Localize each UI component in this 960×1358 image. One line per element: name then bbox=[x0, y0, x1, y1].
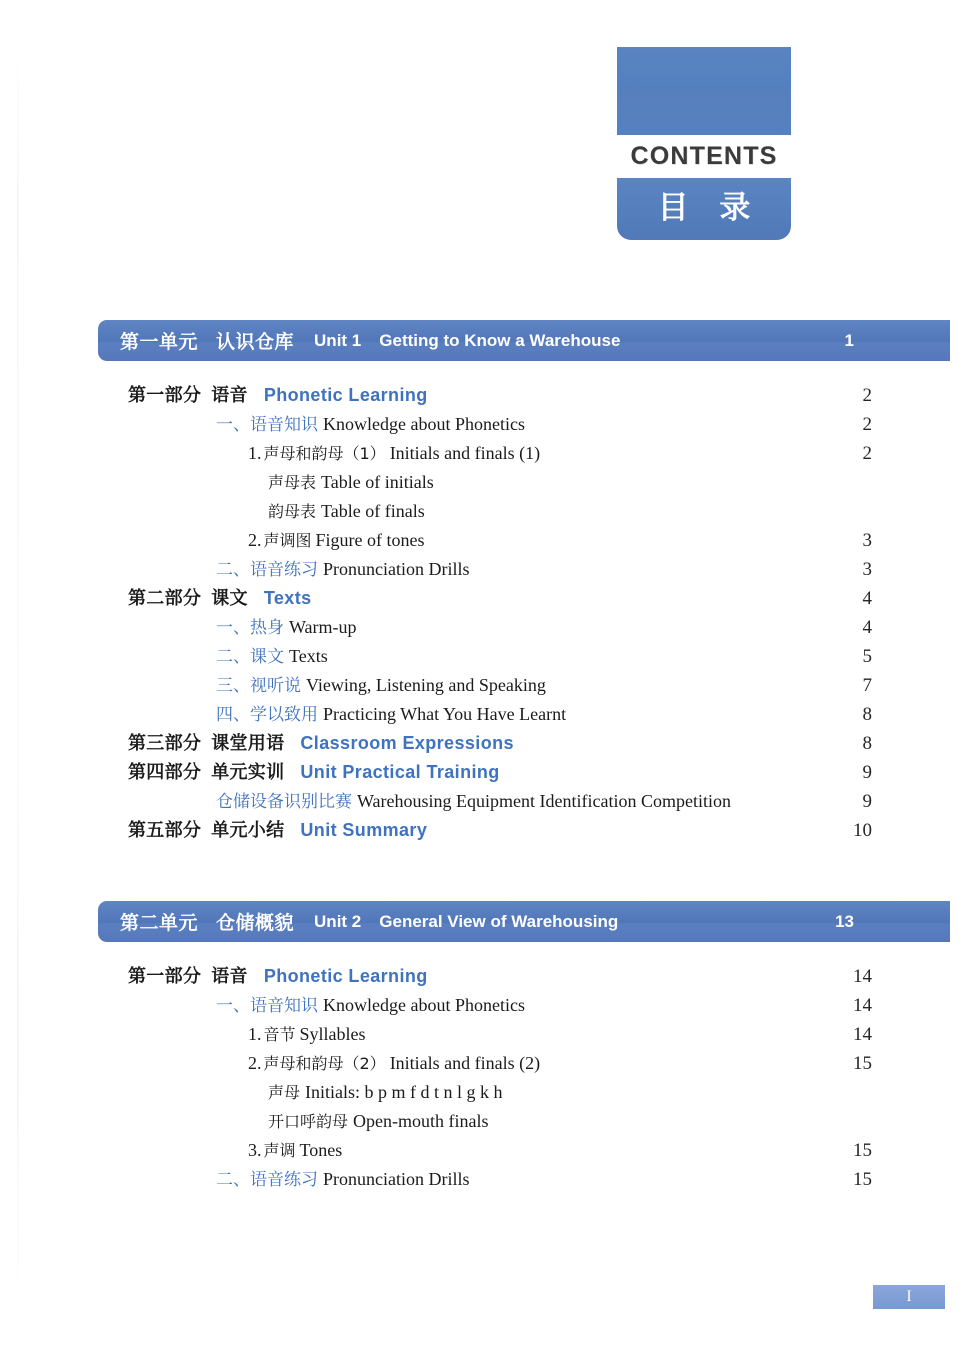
entry-page-number: 2 bbox=[862, 443, 872, 464]
entry-part-label: 第三部分 bbox=[128, 733, 202, 754]
toc-entry-level-1[interactable] bbox=[0, 584, 960, 613]
entry-en-title: Table of finals bbox=[321, 501, 425, 521]
entry-page-number: 15 bbox=[853, 1140, 872, 1161]
entry-part-label: 第四部分 bbox=[128, 762, 202, 783]
entry-cn-title: 二、课文 bbox=[216, 647, 284, 667]
contents-header bbox=[617, 47, 791, 240]
entry-en-title: Unit Summary bbox=[300, 820, 428, 840]
toc-entry-level-1[interactable] bbox=[0, 962, 960, 991]
entry-part-label: 第一部分 bbox=[128, 966, 202, 987]
entry-cn-title: 音节 bbox=[263, 1025, 296, 1044]
entry-cn-title: 声母 bbox=[268, 1083, 301, 1102]
entry-cn-title: 声母和韵母（2） bbox=[263, 1054, 386, 1073]
toc-entry-level-2[interactable] bbox=[0, 991, 960, 1020]
entry-cn-title: 一、热身 bbox=[216, 618, 284, 638]
unit-en-title: Getting to Know a Warehouse bbox=[379, 330, 621, 350]
entry-cn-title: 课堂用语 bbox=[211, 733, 285, 754]
toc-entry-level-4[interactable] bbox=[0, 1107, 960, 1136]
unit-page-number: 13 bbox=[835, 912, 854, 931]
entry-page-number: 15 bbox=[853, 1053, 872, 1074]
entry-cn-title: 声母表 bbox=[268, 473, 317, 492]
entry-cn-title: 韵母表 bbox=[268, 502, 317, 521]
entry-cn-title: 单元实训 bbox=[211, 762, 285, 783]
entry-page-number: 9 bbox=[862, 791, 872, 812]
toc-entry-level-3[interactable] bbox=[0, 439, 960, 468]
unit-cn-number: 第二单元 bbox=[120, 912, 199, 934]
entry-en-title: Viewing, Listening and Speaking bbox=[306, 675, 546, 695]
table-of-contents bbox=[0, 320, 960, 1194]
entry-en-title: Knowledge about Phonetics bbox=[323, 995, 525, 1015]
toc-entry-level-2[interactable] bbox=[0, 1165, 960, 1194]
entry-en-title: Texts bbox=[263, 588, 312, 608]
entry-item-number: 3. bbox=[248, 1140, 262, 1160]
entry-cn-title: 四、学以致用 bbox=[216, 705, 318, 725]
entry-page-number: 9 bbox=[862, 762, 872, 783]
entry-cn-title: 声调 bbox=[263, 1141, 296, 1160]
unit-page-number: 1 bbox=[844, 331, 854, 350]
toc-entry-level-4[interactable] bbox=[0, 497, 960, 526]
toc-entry-level-4[interactable] bbox=[0, 468, 960, 497]
entry-page-number: 7 bbox=[862, 675, 872, 696]
toc-entry-level-3[interactable] bbox=[0, 1049, 960, 1078]
entry-part-label: 第二部分 bbox=[128, 588, 202, 609]
entry-page-number: 8 bbox=[862, 704, 872, 725]
toc-entry-level-3[interactable] bbox=[0, 526, 960, 555]
entry-page-number: 8 bbox=[862, 733, 872, 754]
entry-cn-title: 二、语音练习 bbox=[216, 1170, 318, 1190]
entry-cn-title: 声母和韵母（1） bbox=[263, 444, 386, 463]
entry-en-title: Practicing What You Have Learnt bbox=[323, 704, 567, 724]
unit-cn-number: 第一单元 bbox=[120, 331, 199, 353]
entry-item-number: 2. bbox=[248, 1053, 262, 1073]
entry-page-number: 14 bbox=[853, 966, 872, 987]
entry-en-title: Tones bbox=[299, 1140, 343, 1160]
entry-item-number: 1. bbox=[248, 1024, 262, 1044]
toc-entry-level-2[interactable] bbox=[0, 410, 960, 439]
toc-entry-level-1[interactable] bbox=[0, 758, 960, 787]
toc-entry-level-3[interactable] bbox=[0, 1136, 960, 1165]
entry-page-number: 3 bbox=[862, 559, 872, 580]
entry-en-title: Table of initials bbox=[321, 472, 434, 492]
entry-cn-title: 三、视听说 bbox=[216, 676, 301, 696]
page-title-contents: CONTENTS bbox=[630, 142, 778, 170]
entry-cn-title: 一、语音知识 bbox=[216, 996, 318, 1016]
entry-en-title: Knowledge about Phonetics bbox=[323, 414, 525, 434]
entry-cn-title: 语音 bbox=[211, 385, 248, 406]
entry-part-label: 第一部分 bbox=[128, 385, 202, 406]
entry-page-number: 4 bbox=[862, 588, 872, 609]
unit-cn-title: 仓储概貌 bbox=[216, 912, 295, 934]
entry-cn-title: 二、语音练习 bbox=[216, 560, 318, 580]
entry-en-title: Phonetic Learning bbox=[263, 966, 428, 986]
page-number-marker: I bbox=[873, 1285, 945, 1309]
entry-page-number: 2 bbox=[862, 385, 872, 406]
unit-entry-list bbox=[0, 381, 960, 845]
toc-entry-level-1[interactable] bbox=[0, 381, 960, 410]
entry-page-number: 14 bbox=[853, 995, 872, 1016]
entry-page-number: 2 bbox=[862, 414, 872, 435]
unit-gap bbox=[0, 845, 960, 901]
unit-entry-list bbox=[0, 962, 960, 1194]
page-title-mulu: 目 录 bbox=[657, 190, 761, 226]
toc-entry-level-2[interactable] bbox=[0, 671, 960, 700]
entry-cn-title: 一、语音知识 bbox=[216, 415, 318, 435]
entry-cn-title: 单元小结 bbox=[211, 820, 285, 841]
entry-cn-title: 仓储设备识别比赛 bbox=[216, 792, 352, 812]
entry-item-number: 2. bbox=[248, 530, 262, 550]
toc-entry-level-4[interactable] bbox=[0, 1078, 960, 1107]
entry-cn-title: 开口呼韵母 bbox=[268, 1112, 349, 1131]
unit-header-bar[interactable] bbox=[98, 901, 950, 942]
unit-en-title: General View of Warehousing bbox=[379, 911, 619, 931]
entry-page-number: 4 bbox=[862, 617, 872, 638]
unit-header-bar[interactable] bbox=[98, 320, 950, 361]
entry-en-title: Syllables bbox=[299, 1024, 366, 1044]
entry-en-title: Initials: b p m f d t n l g k h bbox=[305, 1082, 503, 1102]
entry-cn-title: 课文 bbox=[211, 588, 248, 609]
toc-entry-level-1[interactable] bbox=[0, 729, 960, 758]
entry-en-title: Pronunciation Drills bbox=[323, 1169, 470, 1189]
entry-en-title: Phonetic Learning bbox=[263, 385, 428, 405]
unit-en-number: Unit 2 bbox=[314, 911, 362, 931]
entry-en-title: Figure of tones bbox=[315, 530, 425, 550]
entry-cn-title: 声调图 bbox=[263, 531, 312, 550]
toc-entry-level-2[interactable] bbox=[0, 613, 960, 642]
toc-entry-level-2[interactable] bbox=[0, 787, 960, 816]
entry-en-title: Warm-up bbox=[289, 617, 357, 637]
toc-entry-level-3[interactable] bbox=[0, 1020, 960, 1049]
entry-en-title: Unit Practical Training bbox=[300, 762, 500, 782]
entry-page-number: 14 bbox=[853, 1024, 872, 1045]
toc-entry-level-2[interactable] bbox=[0, 642, 960, 671]
entry-en-title: Texts bbox=[289, 646, 328, 666]
entry-item-number: 1. bbox=[248, 443, 262, 463]
unit-cn-title: 认识仓库 bbox=[216, 331, 295, 353]
entry-en-title: Open-mouth finals bbox=[353, 1111, 489, 1131]
entry-en-title: Initials and finals (2) bbox=[389, 1053, 541, 1073]
toc-entry-level-1[interactable] bbox=[0, 816, 960, 845]
toc-entry-level-2[interactable] bbox=[0, 700, 960, 729]
toc-entry-level-2[interactable] bbox=[0, 555, 960, 584]
unit-en-number: Unit 1 bbox=[314, 330, 362, 350]
entry-en-title: Classroom Expressions bbox=[300, 733, 514, 753]
entry-en-title: Warehousing Equipment Identification Competition bbox=[357, 791, 731, 811]
entry-en-title: Pronunciation Drills bbox=[323, 559, 470, 579]
entry-page-number: 10 bbox=[853, 820, 872, 841]
entry-cn-title: 语音 bbox=[211, 966, 248, 987]
entry-page-number: 15 bbox=[853, 1169, 872, 1190]
entry-en-title: Initials and finals (1) bbox=[389, 443, 541, 463]
header-blue-block-top bbox=[617, 47, 791, 135]
entry-page-number: 3 bbox=[862, 530, 872, 551]
entry-page-number: 5 bbox=[862, 646, 872, 667]
entry-part-label: 第五部分 bbox=[128, 820, 202, 841]
